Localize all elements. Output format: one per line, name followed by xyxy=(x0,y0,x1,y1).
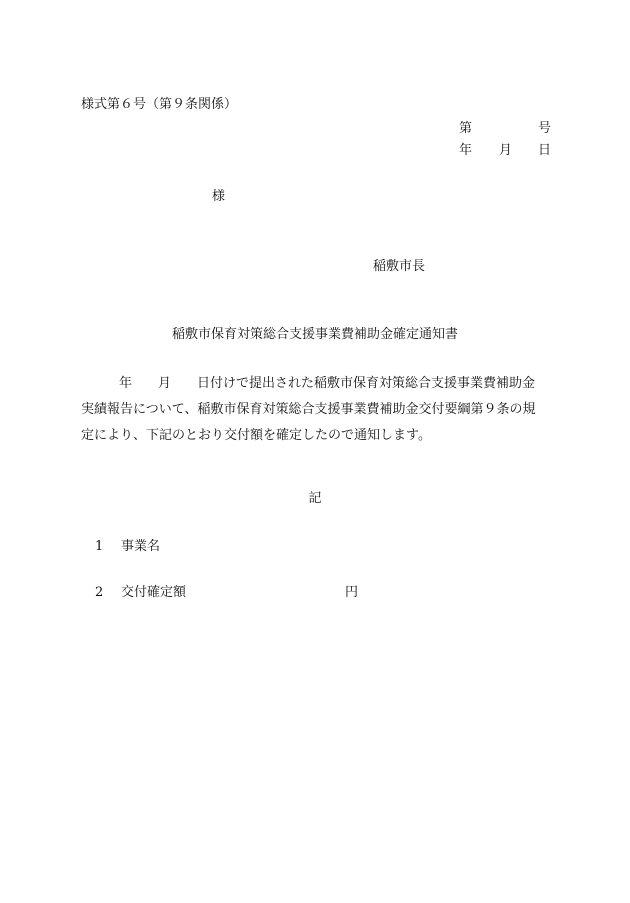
number-prefix: 第 xyxy=(459,121,473,136)
number-suffix: 号 xyxy=(538,121,552,136)
sender-name: 稲敷市長 xyxy=(373,259,426,274)
body-line-3: 定により、下記のとおり交付額を確定したので通知します。 xyxy=(81,428,431,443)
item-1-number: 1 xyxy=(95,539,104,554)
document-title: 稲敷市保育対策総合支援事業費補助金確定通知書 xyxy=(171,327,458,342)
body-paragraph xyxy=(81,371,549,449)
body-line-1 xyxy=(81,371,549,397)
date-day: 日 xyxy=(538,143,552,158)
item-1-label: 事業名 xyxy=(121,539,161,554)
form-label: 様式第６号（第９条関係） xyxy=(81,97,238,112)
body-date-month: 月 xyxy=(158,376,172,391)
item-2-label: 交付確定額 xyxy=(121,585,187,600)
item-2-unit: 円 xyxy=(345,585,359,600)
body-line-1-rest: 日付けで提出された稲敷市保育対策総合支援事業費補助金 xyxy=(197,376,536,391)
date-month: 月 xyxy=(499,143,513,158)
ki-heading: 記 xyxy=(308,491,322,506)
date-year: 年 xyxy=(459,143,473,158)
addressee-suffix: 様 xyxy=(212,189,226,204)
body-date-year: 年 xyxy=(119,376,133,391)
item-2-number: 2 xyxy=(95,585,104,600)
body-line-2: 実績報告について、稲敷市保育対策総合支援事業費補助金交付要綱第９条の規 xyxy=(81,402,536,417)
